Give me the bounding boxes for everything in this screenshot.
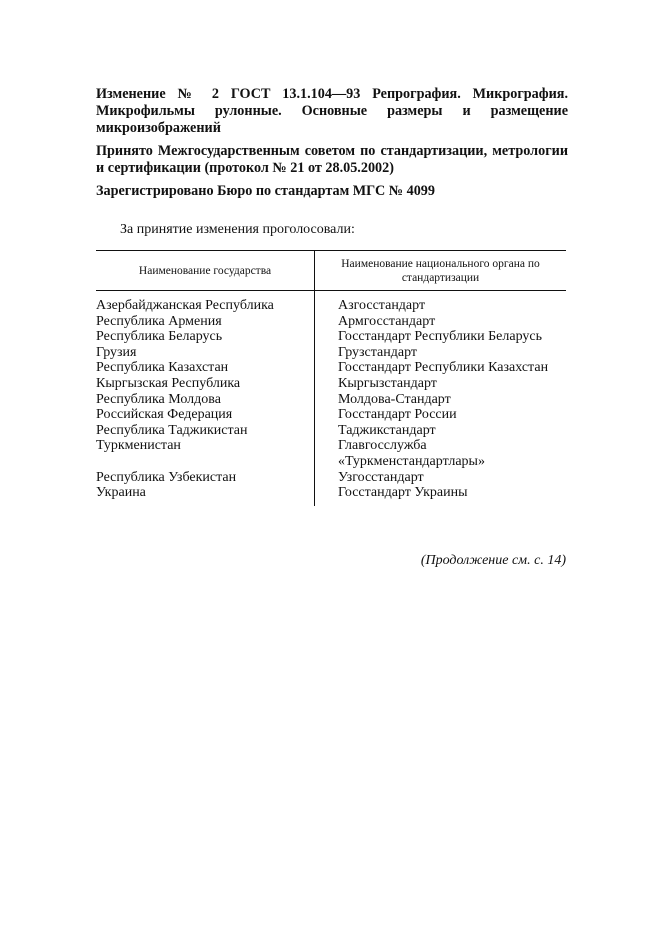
standards-body-name: Армгосстандарт <box>338 313 436 329</box>
state-name: Туркменистан <box>96 438 315 469</box>
standards-body-name: Госстандарт России <box>338 407 457 423</box>
table-row <box>96 376 566 392</box>
header-national-body: Наименование национального органа по стандартизации <box>315 251 567 291</box>
table-row <box>96 392 566 408</box>
standards-body-name: Главгосслужба «Туркменстандартлары» <box>338 438 485 469</box>
table-row <box>96 329 566 345</box>
standards-body-name: Госстандарт Республики Казахстан <box>338 360 549 376</box>
voted-label: За принятие изменения проголосовали: <box>120 222 355 237</box>
standards-body-name: Узгосстандарт <box>338 469 424 485</box>
state-name: Республика Таджикистан <box>96 423 315 439</box>
state-name: Республика Армения <box>96 314 315 330</box>
voting-table <box>96 250 566 506</box>
state-name: Республика Беларусь <box>96 329 315 345</box>
state-name: Республика Узбекистан <box>96 470 315 486</box>
standards-body-name: Азгосстандарт <box>338 298 426 313</box>
state-name: Кыргызская Республика <box>96 376 315 392</box>
amendment-title: Изменение № 2 ГОСТ 13.1.104—93 Репрография. Микрография. Микрофильмы рулонные. Основные размеры и размещение микроизображений <box>96 86 568 136</box>
state-name: Украина <box>96 485 315 506</box>
document-page <box>96 86 568 583</box>
continuation-note: (Продолжение см. с. 14) <box>420 552 566 568</box>
registration-statement: Зарегистрировано Бюро по стандартам МГС № 4099 <box>96 183 435 199</box>
standards-body-name: Кыргызстандарт <box>338 375 437 391</box>
state-name: Российская Федерация <box>96 407 315 423</box>
standards-body-name: Таджикстандарт <box>338 422 436 438</box>
table-row <box>96 291 566 314</box>
header-state: Наименование государства <box>96 251 315 291</box>
table-row <box>96 423 566 439</box>
standards-body-name: Молдова-Стандарт <box>338 391 451 407</box>
table-row <box>96 485 566 506</box>
state-name: Республика Молдова <box>96 392 315 408</box>
table-row <box>96 407 566 423</box>
table-row <box>96 360 566 376</box>
adoption-statement: Принято Межгосударственным советом по стандартизации, метрологии и сертификации (протокол № 21 от 28.05.2002) <box>96 143 568 176</box>
table-row <box>96 438 566 469</box>
standards-body-name: Госстандарт Республики Беларусь <box>338 329 543 345</box>
state-name: Азербайджанская Республика <box>96 291 315 314</box>
state-name: Республика Казахстан <box>96 360 315 376</box>
standards-body-name: Госстандарт Украины <box>338 485 468 501</box>
table-row <box>96 345 566 361</box>
state-name: Грузия <box>96 345 315 361</box>
standards-body-name: Грузстандарт <box>338 344 418 360</box>
table-row <box>96 314 566 330</box>
table-row <box>96 470 566 486</box>
table-header-row <box>96 251 566 291</box>
